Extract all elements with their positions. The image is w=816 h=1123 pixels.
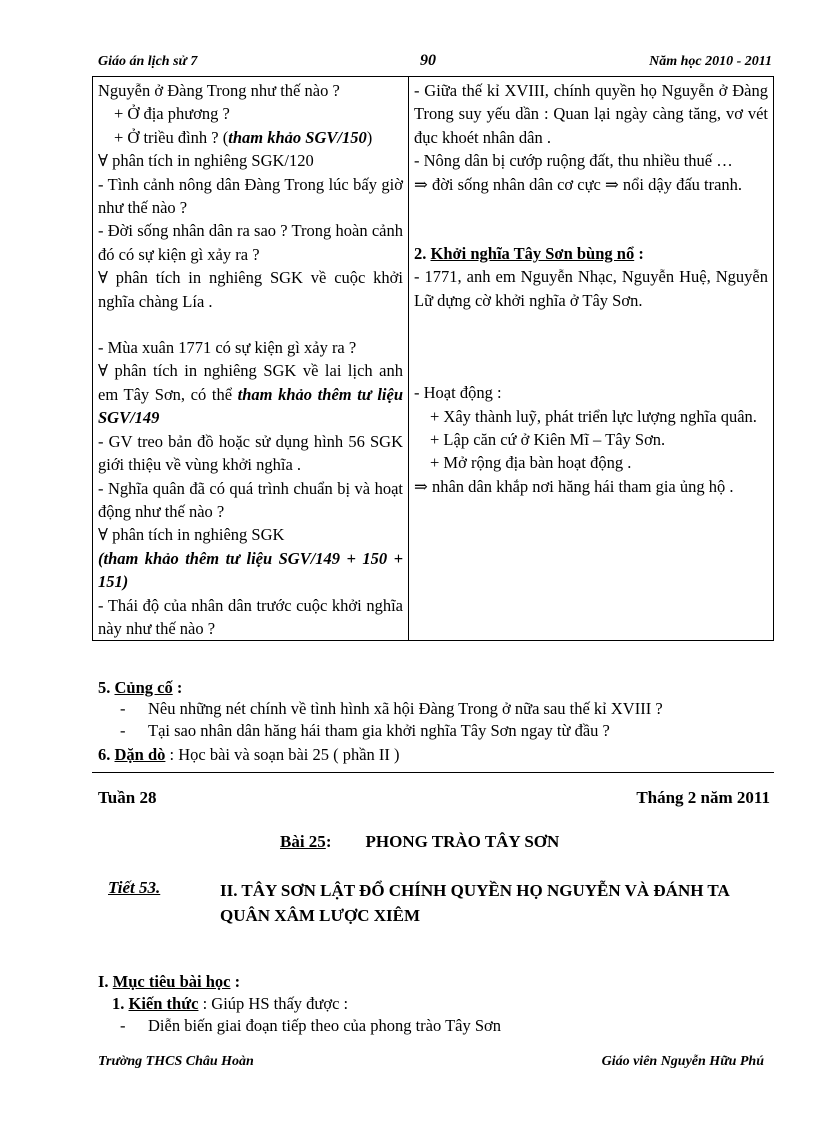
period-title: II. TÂY SƠN LẬT ĐỔ CHÍNH QUYỀN HỌ NGUYỄN VÀ ĐÁNH TA QUÂN XÂM LƯỢC XIÊM	[220, 881, 729, 925]
spacer	[414, 312, 768, 335]
left-line: - Đời sống nhân dân ra sao ? Trong hoàn cảnh đó có sự kiện gì xảy ra ?	[98, 221, 403, 264]
left-line: ∀ phân tích in nghiêng SGK về cuộc khởi nghĩa chàng Lía .	[98, 268, 403, 311]
left-line: - Mùa xuân 1771 có sự kiện gì xảy ra ?	[98, 338, 357, 358]
right-line: + Xây thành luỹ, phát triển lực lượng nghĩa quân.	[430, 406, 757, 426]
month-label: Tháng 2 năm 2011	[636, 788, 770, 807]
section-cungco-heading: 5. Củng cố :	[98, 678, 183, 697]
teacher-activities-column	[93, 77, 409, 641]
section-heading: 2. Khởi nghĩa Tây Sơn bùng nổ :	[414, 244, 644, 264]
left-line: + Ở địa phương ?	[114, 104, 230, 124]
right-line: - Hoạt động :	[414, 383, 502, 403]
right-line: + Mở rộng địa bàn hoạt động .	[430, 453, 632, 473]
period-label: Tiết 53.	[108, 878, 161, 897]
footer-teacher: Giáo viên Nguyễn Hữu Phú	[601, 1054, 764, 1069]
objectives-heading: I. Mục tiêu bài học :	[98, 972, 241, 991]
header-subject: Giáo án lịch sử 7	[98, 54, 198, 69]
left-line: ∀ phân tích in nghiêng SGK	[98, 525, 285, 545]
left-line: Nguyễn ở Đàng Trong như thế nào ?	[98, 81, 340, 100]
lesson-title: Bài 25: PHONG TRÀO TÂY SƠN	[280, 832, 560, 851]
right-line: - 1771, anh em Nguyễn Nhạc, Nguyễn Huệ, Nguyễn Lữ dựng cờ khởi nghĩa ở Tây Sơn.	[414, 267, 768, 310]
spacer	[414, 335, 768, 358]
spacer	[414, 358, 768, 381]
knowledge-line: 1. Kiến thức : Giúp HS thấy được :	[112, 994, 349, 1013]
left-line: ∀ phân tích in nghiêng SGK về lai lịch anh em Tây Sơn, có thể tham khảo thêm tư liệu SGV/149	[98, 361, 403, 428]
left-line: ∀ phân tích in nghiêng SGK/120	[98, 151, 314, 171]
left-line: - GV treo bản đồ hoặc sử dụng hình 56 SGK giới thiệu về vùng khởi nghĩa .	[98, 431, 403, 475]
left-line: (tham khảo thêm tư liệu SGV/149 + 150 + 151)	[98, 548, 403, 592]
divider	[92, 772, 774, 773]
spacer	[414, 219, 768, 242]
week-label: Tuần 28	[98, 788, 157, 807]
lesson-table	[92, 76, 774, 641]
left-line: + Ở triều đình ? (tham khảo SGV/150)	[114, 127, 373, 147]
objective-item: - Diễn biến giai đoạn tiếp theo của phong trào Tây Sơn	[120, 1016, 502, 1035]
right-line: ⇒ đời sống nhân dân cơ cực ⇒ nổi dậy đấu tranh.	[414, 174, 743, 194]
review-question: - Tại sao nhân dân hăng hái tham gia khởi nghĩa Tây Sơn ngay từ đầu ?	[120, 721, 610, 740]
page-header	[98, 52, 772, 74]
header-school-year: Năm học 2010 - 2011	[649, 54, 772, 69]
section-dando: 6. Dặn dò : Học bài và soạn bài 25 ( phần II )	[98, 745, 400, 764]
right-line: ⇒ nhân dân khắp nơi hăng hái tham gia ủng hộ .	[414, 476, 734, 496]
page-number: 90	[420, 52, 436, 69]
footer-school: Trường THCS Châu Hoàn	[98, 1054, 254, 1069]
left-line: - Tình cảnh nông dân Đàng Trong lúc bấy giờ như thế nào ?	[98, 174, 403, 218]
review-question: - Nêu những nét chính về tình hình xã hội Đàng Trong ở nữa sau thế kỉ XVIII ?	[120, 699, 663, 718]
left-line: - Thái độ của nhân dân trước cuộc khởi nghĩa này như thế nào ?	[98, 595, 403, 638]
content-column	[409, 77, 774, 641]
right-line: - Giữa thế kỉ XVIII, chính quyền họ Nguyễn ở Đàng Trong suy yếu dần : Quan lại ngày càng tăng, vơ vét đục khoét nhân dân .	[414, 81, 768, 147]
spacer	[98, 313, 403, 336]
spacer	[414, 196, 768, 219]
right-line: + Lập căn cứ ở Kiên Mĩ – Tây Sơn.	[430, 430, 666, 450]
left-line: - Nghĩa quân đã có quá trình chuẩn bị và hoạt động như thế nào ?	[98, 478, 403, 521]
right-line: - Nông dân bị cướp ruộng đất, thu nhiều thuế …	[414, 151, 733, 171]
